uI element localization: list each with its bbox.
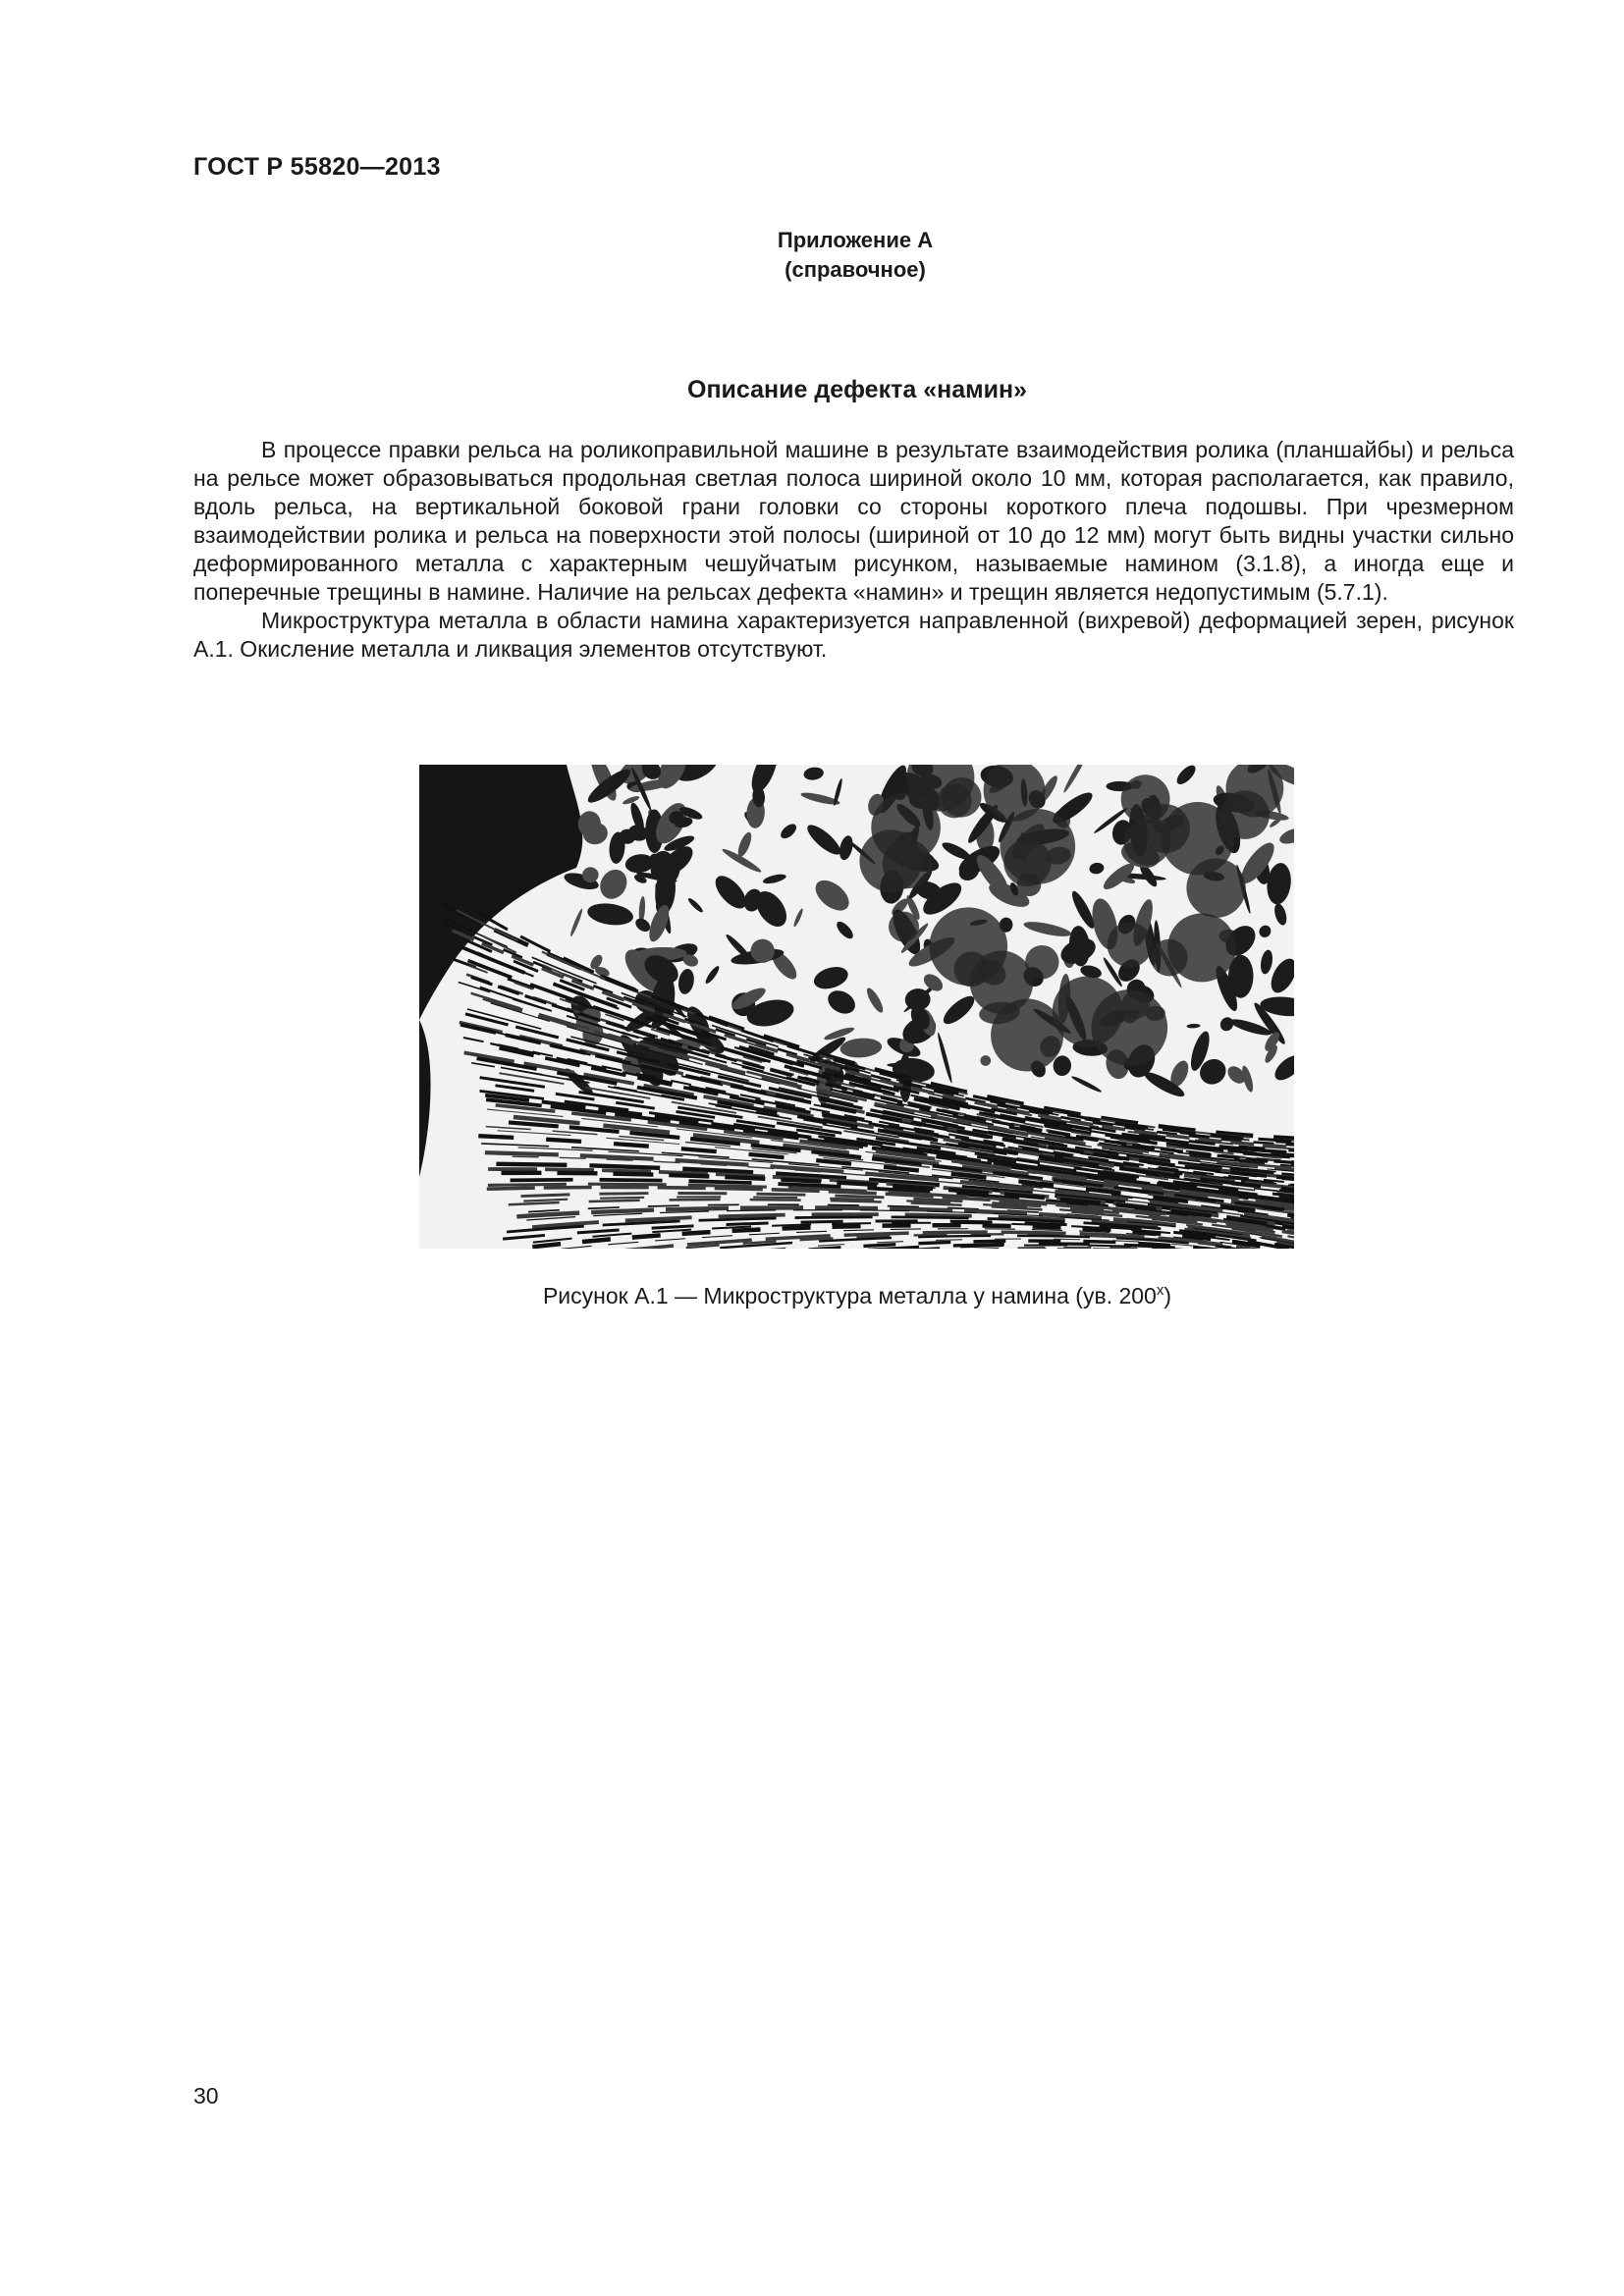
- grain-patch: [1141, 804, 1190, 853]
- paragraph: Микроструктура металла в области намина характеризуется направленной (вихревой) деформацией зерен, рисунок А.1. Окисление металла и ликвация элементов отсутствуют.: [193, 608, 1514, 662]
- appendix-heading: [0, 226, 1624, 285]
- grain-patch: [1092, 989, 1168, 1066]
- paragraph: В процессе правки рельса на роликоправильной машине в результате взаимодействия ролика (планшайбы) и рельса на рельсе может образовываться продольная светлая полоса шириной около 10 мм, которая располагается, как правило, вдоль рельса, на вертикальной боковой грани головки со стороны короткого плеча подошвы. При чрезмерном взаимодействии ролика и рельса на поверхности этой полосы (шириной от 10 до 12 мм) могут быть видны участки сильно деформированного металла с характерным чешуйчатым рисунком, называемые намином (3.1.8), а иногда еще и поперечные трещины в намине. Наличие на рельсах дефекта «намин» и трещин является недопустимым (5.7.1).: [193, 437, 1514, 605]
- grain-patch: [991, 999, 1063, 1072]
- grain-patch: [889, 912, 919, 942]
- grain-patch: [1151, 939, 1188, 977]
- body-text: [193, 436, 1514, 664]
- grain-patch: [883, 839, 932, 888]
- section-title-text: Описание дефекта «намин»: [687, 376, 1027, 403]
- grain-patch: [1108, 922, 1153, 967]
- caption-superscript: х: [1156, 1282, 1164, 1299]
- caption-text: Рисунок А.1 — Микроструктура металла у намина (ув. 200: [542, 1283, 1157, 1308]
- appendix-title: Приложение А: [777, 228, 934, 252]
- page-number: 30: [193, 2083, 219, 2109]
- microstructure-image: [419, 765, 1294, 1249]
- appendix-subtitle: (справочное): [785, 257, 926, 282]
- section-title: [0, 376, 1624, 404]
- grain-patch: [1025, 945, 1058, 979]
- caption-end: ): [1164, 1283, 1172, 1308]
- grain-patch: [953, 951, 989, 987]
- figure-caption: [0, 1283, 1624, 1309]
- grain-patch: [1003, 839, 1051, 886]
- standard-code: ГОСТ Р 55820—2013: [193, 153, 441, 181]
